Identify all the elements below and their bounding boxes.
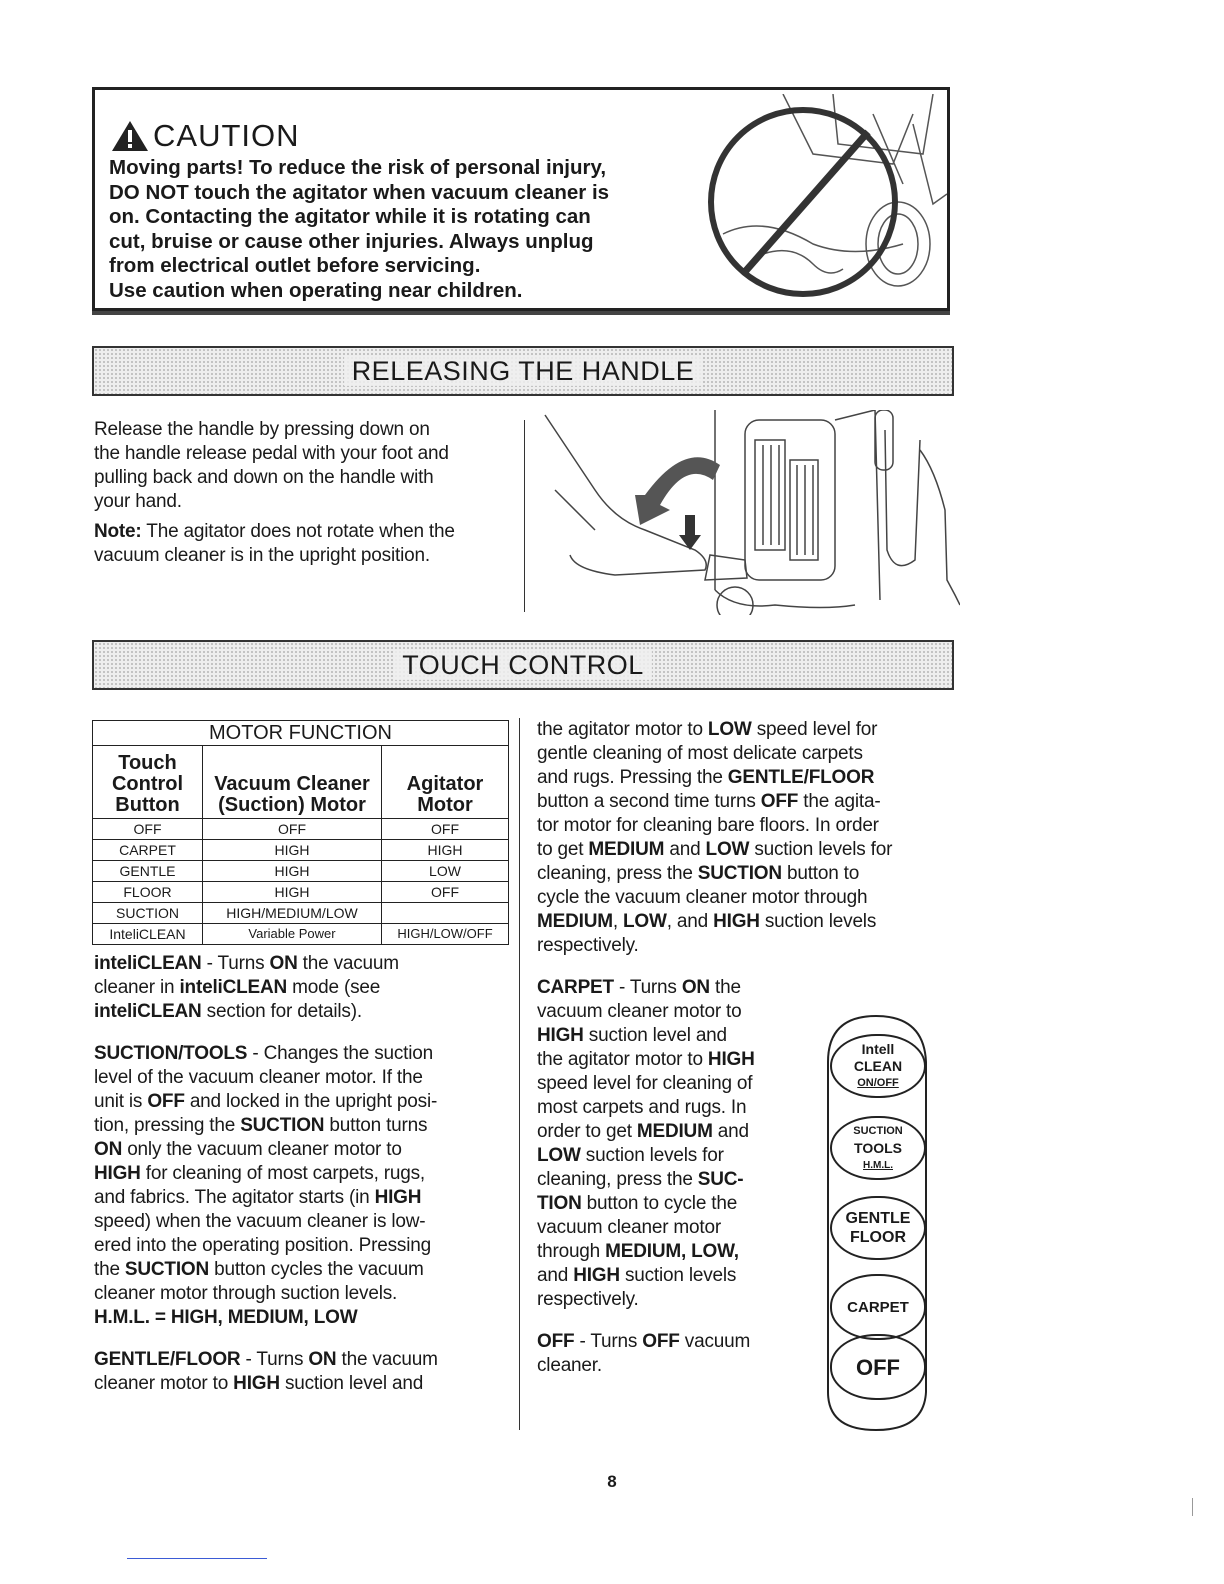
- text: cleaning, press the: [537, 1169, 698, 1190]
- table-cell: LOW: [382, 861, 509, 882]
- text: and fabrics. The agitator starts (in: [94, 1187, 375, 1208]
- table-cell: OFF: [93, 819, 203, 840]
- term: SUC-: [697, 1169, 744, 1190]
- text: vacuum: [679, 1331, 751, 1352]
- text: the agitator motor to: [537, 719, 708, 740]
- term: HIGH: [707, 1049, 755, 1070]
- releasing-handle-heading: RELEASING THE HANDLE: [344, 356, 703, 386]
- text: ,: [612, 911, 624, 932]
- term: ON: [308, 1349, 337, 1370]
- table-cell: OFF: [382, 882, 509, 903]
- column-divider: [524, 420, 525, 612]
- term: GENTLE/FLOOR: [94, 1349, 241, 1370]
- text: - Changes the suction: [247, 1043, 433, 1064]
- text: suction levels for: [749, 839, 893, 860]
- table-cell: [382, 903, 509, 924]
- text: - Turns: [574, 1331, 643, 1352]
- term: ON: [94, 1139, 123, 1160]
- term: OFF: [760, 791, 799, 812]
- text: and rugs. Pressing the: [537, 767, 728, 788]
- releasing-handle-text: [94, 418, 514, 568]
- gentle-floor-button[interactable]: [830, 1196, 926, 1260]
- table-cell: CARPET: [93, 840, 203, 861]
- text: suction level and: [583, 1025, 727, 1046]
- off-line: cleaner.: [537, 1355, 602, 1376]
- paragraph-line: the handle release pedal with your foot and: [94, 443, 449, 464]
- term: OFF: [147, 1091, 185, 1112]
- text: and locked in the upright posi-: [184, 1091, 438, 1112]
- table-title: MOTOR FUNCTION: [93, 721, 509, 746]
- carpet-line: vacuum cleaner motor to: [537, 1001, 742, 1022]
- text: and: [712, 1121, 749, 1142]
- text: button to: [781, 863, 860, 884]
- term: ON: [269, 953, 298, 974]
- gentle-cont-line: cycle the vacuum cleaner motor through: [537, 887, 868, 908]
- button-label: H.M.L.: [863, 1159, 893, 1171]
- caution-text: [109, 156, 669, 303]
- inteliclean-line: [94, 1000, 514, 1024]
- handle-release-illustration: [535, 410, 960, 615]
- carpet-line: respectively.: [537, 1289, 639, 1310]
- text: button cycles the vacuum: [209, 1259, 424, 1280]
- carpet-button[interactable]: [830, 1274, 926, 1340]
- suction-line: [94, 1042, 514, 1066]
- column-divider: [519, 718, 520, 1430]
- table-cell: OFF: [203, 819, 382, 840]
- text: cleaning, press the: [537, 863, 698, 884]
- left-column-text: [94, 952, 514, 1396]
- table-row: [93, 924, 509, 945]
- button-label: CLEAN: [853, 1057, 903, 1074]
- text: the vacuum: [336, 1349, 438, 1370]
- touch-control-panel: [820, 1012, 932, 1432]
- caution-line: Moving parts! To reduce the risk of personal injury,: [109, 156, 607, 179]
- header-line: Vacuum Cleaner: [214, 773, 370, 795]
- term: ON: [681, 977, 710, 998]
- caution-line: DO NOT touch the agitator when vacuum cleaner is: [109, 180, 610, 204]
- caution-line: on. Contacting the agitator while it is rotating can: [109, 205, 591, 228]
- suction-line: level of the vacuum cleaner motor. If the: [94, 1067, 423, 1088]
- text: cleaner motor to: [94, 1373, 234, 1394]
- button-label: TOOLS: [854, 1139, 902, 1156]
- warning-triangle-icon: [111, 119, 149, 153]
- text: to get: [537, 839, 589, 860]
- inteliclean-line: [94, 952, 514, 976]
- motor-function-table: [92, 720, 509, 945]
- suction-line: [94, 1258, 514, 1282]
- term: inteliCLEAN: [179, 977, 288, 998]
- suction-line: [94, 1114, 514, 1138]
- touch-control-heading: TOUCH CONTROL: [394, 650, 652, 680]
- caution-line: from electrical outlet before servicing.: [109, 254, 481, 277]
- term: inteliCLEAN: [94, 953, 202, 974]
- suction-line: [94, 1090, 514, 1114]
- gentle-cont-line: [537, 790, 957, 814]
- text: and: [537, 1265, 574, 1286]
- gentle-cont-line: gentle cleaning of most delicate carpets: [537, 743, 863, 764]
- text: unit is: [94, 1091, 148, 1112]
- gentle-cont-line: [537, 910, 957, 934]
- text: tion, pressing the: [94, 1115, 241, 1136]
- caution-line: cut, bruise or cause other injuries. Always unplug: [109, 229, 594, 253]
- caution-title-text: CAUTION: [153, 118, 300, 153]
- text: suction levels: [619, 1265, 737, 1286]
- suction-line: cleaner motor through suction levels.: [94, 1283, 398, 1304]
- suction-line: [94, 1186, 514, 1210]
- header-agitator-motor: [382, 746, 509, 819]
- gentle-cont-line: respectively.: [537, 935, 639, 956]
- text: the agita-: [798, 791, 881, 812]
- text: the: [709, 977, 741, 998]
- carpet-line: vacuum cleaner motor: [537, 1217, 721, 1238]
- term: HIGH: [94, 1163, 141, 1184]
- button-label: FLOOR: [850, 1229, 906, 1246]
- term: MEDIUM: [636, 1121, 713, 1142]
- button-label: OFF: [856, 1354, 900, 1380]
- text: through: [537, 1241, 606, 1262]
- term: LOW: [623, 911, 667, 932]
- gentle-cont-line: [537, 766, 957, 790]
- carpet-line: [537, 976, 957, 1000]
- text: suction level and: [279, 1373, 424, 1394]
- suction-line: speed) when the vacuum cleaner is low-: [94, 1211, 426, 1232]
- table-cell: HIGH: [203, 861, 382, 882]
- table-row: [93, 903, 509, 924]
- button-label: Intell: [861, 1040, 895, 1057]
- term: LOW: [537, 1145, 581, 1166]
- table-cell: HIGH: [382, 840, 509, 861]
- header-line: Motor: [417, 794, 473, 816]
- text: for cleaning of most carpets, rugs,: [140, 1163, 425, 1184]
- carpet-line: most carpets and rugs. In: [537, 1097, 747, 1118]
- paragraph-line: Release the handle by pressing down on: [94, 419, 430, 440]
- text: the: [94, 1259, 125, 1280]
- header-line: (Suction) Motor: [218, 794, 366, 816]
- text: and: [664, 839, 706, 860]
- table-header-row: [93, 746, 509, 819]
- table-cell: Variable Power: [203, 924, 382, 945]
- table-row: [93, 861, 509, 882]
- releasing-handle-banner: [92, 346, 954, 396]
- table-title-row: [93, 721, 509, 746]
- text: section for details).: [201, 1001, 362, 1022]
- page-number: 8: [607, 1472, 617, 1491]
- term: OFF: [537, 1331, 575, 1352]
- term: HIGH: [374, 1187, 422, 1208]
- term: HIGH: [713, 911, 760, 932]
- text: order to get: [537, 1121, 637, 1142]
- intelliclean-button[interactable]: [830, 1034, 926, 1098]
- text: speed level for: [751, 719, 878, 740]
- header-line: Control: [111, 773, 184, 795]
- table-row: [93, 882, 509, 903]
- term: LOW: [707, 719, 752, 740]
- term: HIGH: [573, 1265, 620, 1286]
- header-line: Agitator: [406, 773, 484, 795]
- term: SUCTION/TOOLS: [94, 1043, 248, 1064]
- table-cell: HIGH/MEDIUM/LOW: [203, 903, 382, 924]
- text: cleaner in: [94, 977, 180, 998]
- note-text: The agitator does not rotate when the: [141, 521, 455, 542]
- gentle-cont-line: [537, 862, 957, 886]
- term: CARPET: [537, 977, 614, 998]
- off-button[interactable]: [830, 1334, 926, 1400]
- note-line: vacuum cleaner is in the upright position.: [94, 545, 430, 566]
- table-cell: OFF: [382, 819, 509, 840]
- caution-line: Use caution when operating near children.: [109, 278, 523, 302]
- table-row: [93, 840, 509, 861]
- caution-box: [92, 87, 950, 311]
- table-cell: GENTLE: [93, 861, 203, 882]
- table-cell: HIGH: [203, 882, 382, 903]
- gentle-cont-line: [537, 838, 957, 862]
- text: - Turns: [201, 953, 270, 974]
- button-label: CARPET: [847, 1298, 909, 1316]
- text: - Turns: [613, 977, 682, 998]
- table-cell: FLOOR: [93, 882, 203, 903]
- header-line: Button: [115, 794, 180, 816]
- gentle-cont-line: tor motor for cleaning bare floors. In order: [537, 815, 879, 836]
- suction-line: [94, 1138, 514, 1162]
- header-touch-control-button: [93, 746, 203, 819]
- suction-tools-button[interactable]: [830, 1116, 926, 1180]
- text: suction levels for: [580, 1145, 724, 1166]
- text: the agitator motor to: [537, 1049, 708, 1070]
- term: HIGH: [233, 1373, 280, 1394]
- suction-line: [94, 1162, 514, 1186]
- term: TION: [537, 1193, 582, 1214]
- text: only the vacuum cleaner motor to: [122, 1139, 402, 1160]
- touch-control-banner: [92, 640, 954, 690]
- table-cell: HIGH/LOW/OFF: [382, 924, 509, 945]
- term: HIGH: [537, 1025, 584, 1046]
- term: SUCTION: [697, 863, 782, 884]
- button-label: ON/OFF: [857, 1076, 899, 1089]
- text: button a second time turns: [537, 791, 761, 812]
- text: button turns: [324, 1115, 428, 1136]
- term: SUCTION: [240, 1115, 325, 1136]
- table-row: [93, 819, 509, 840]
- text: - Turns: [240, 1349, 309, 1370]
- header-line: Touch: [118, 752, 177, 774]
- carpet-line: speed level for cleaning of: [537, 1073, 753, 1094]
- inteliclean-line: [94, 976, 514, 1000]
- note-line: [94, 520, 514, 544]
- edge-mark: [1192, 1498, 1193, 1516]
- text: suction levels: [759, 911, 877, 932]
- text: the vacuum: [297, 953, 399, 974]
- paragraph-line: your hand.: [94, 491, 182, 512]
- term: OFF: [642, 1331, 680, 1352]
- suction-line: ered into the operating position. Pressing: [94, 1235, 431, 1256]
- text: , and: [666, 911, 714, 932]
- suction-line: H.M.L. = HIGH, MEDIUM, LOW: [94, 1307, 358, 1328]
- term: inteliCLEAN: [94, 1001, 202, 1022]
- term: LOW: [705, 839, 750, 860]
- note-label: Note:: [94, 521, 142, 542]
- term: SUCTION: [124, 1259, 210, 1280]
- term: MEDIUM: [537, 911, 613, 932]
- table-cell: HIGH: [203, 840, 382, 861]
- gentle-line: [94, 1348, 514, 1372]
- term: MEDIUM, LOW,: [605, 1241, 739, 1262]
- footer-rule: [127, 1558, 267, 1559]
- table-cell: SUCTION: [93, 903, 203, 924]
- button-label: SUCTION: [853, 1124, 903, 1137]
- text: button to cycle the: [581, 1193, 738, 1214]
- button-label: GENTLE: [845, 1210, 911, 1227]
- term: GENTLE/FLOOR: [727, 767, 875, 788]
- paragraph-line: pulling back and down on the handle with: [94, 467, 434, 488]
- gentle-line: [94, 1372, 514, 1396]
- gentle-cont-line: [537, 718, 957, 742]
- caution-title: [111, 118, 300, 154]
- no-touch-agitator-illustration: [663, 94, 947, 306]
- text: mode (see: [287, 977, 381, 998]
- term: MEDIUM: [588, 839, 665, 860]
- header-vacuum-motor: [203, 746, 382, 819]
- table-cell: InteliCLEAN: [93, 924, 203, 945]
